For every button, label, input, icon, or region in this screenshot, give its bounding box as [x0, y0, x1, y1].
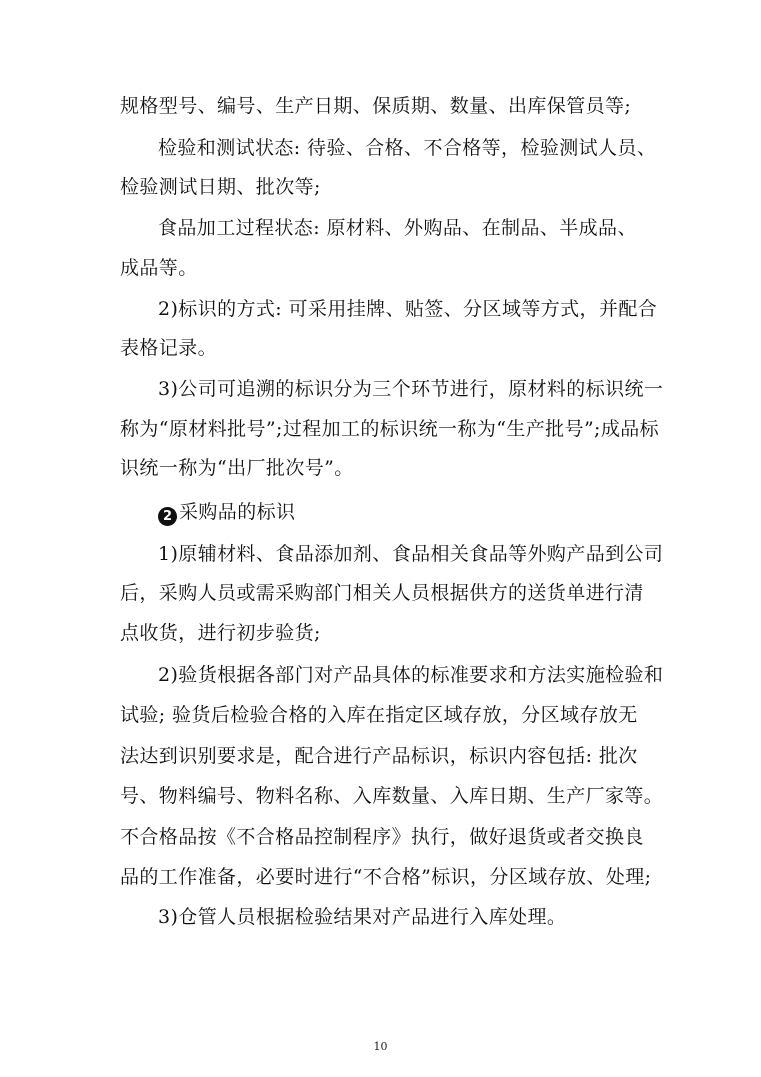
text-line: 表格记录。	[120, 337, 218, 359]
page-number: 10	[373, 1040, 388, 1053]
text-line: 3)仓管人员根据检验结果对产品进行入库处理。	[158, 906, 567, 928]
text-line: 检验测试日期、批次等;	[120, 176, 321, 198]
text-line: 1)原辅材料、食品添加剂、食品相关食品等外购产品到公司	[158, 543, 664, 565]
text-line: 识统一称为“出厂批次号”。	[120, 457, 354, 479]
text-line: 称为“原材料批号”;过程加工的标识统一称为“生产批号”;成品标	[120, 418, 660, 440]
text-line: 品的工作准备，必要时进行“不合格”标识，分区域存放、处理;	[120, 866, 652, 888]
section-heading	[158, 498, 295, 526]
text-line: 检验和测试状态: 待验、合格、不合格等，检验测试人员、	[158, 137, 657, 159]
text-line: 号、物料编号、物料名称、入库数量、入库日期、生产厂家等。	[120, 785, 664, 807]
text-line: 3)公司可追溯的标识分为三个环节进行，原材料的标识统一	[158, 378, 664, 400]
text-line: 规格型号、编号、生产日期、保质期、数量、出库保管员等;	[120, 95, 632, 117]
text-line: 试验; 验货后检验合格的入库在指定区域存放，分区域存放无	[120, 704, 638, 726]
section-heading-text: 采购品的标识	[179, 501, 296, 523]
text-line: 后，采购人员或需采购部门相关人员根据供方的送货单进行清	[120, 582, 644, 604]
text-line: 2)标识的方式: 可采用挂牌、贴签、分区域等方式，并配合	[158, 298, 658, 320]
text-line: 法达到识别要求是，配合进行产品标识，标识内容包括: 批次	[120, 745, 638, 767]
text-line: 成品等。	[120, 257, 198, 279]
text-line: 点收货，进行初步验货;	[120, 622, 321, 644]
text-line: 2)验货根据各部门对产品具体的标准要求和方法实施检验和	[158, 664, 664, 686]
text-line: 不合格品按《不合格品控制程序》执行，做好退货或者交换良	[120, 826, 644, 848]
circled-number-icon: 2	[158, 507, 177, 526]
text-line: 食品加工过程状态: 原材料、外购品、在制品、半成品、	[158, 217, 637, 239]
